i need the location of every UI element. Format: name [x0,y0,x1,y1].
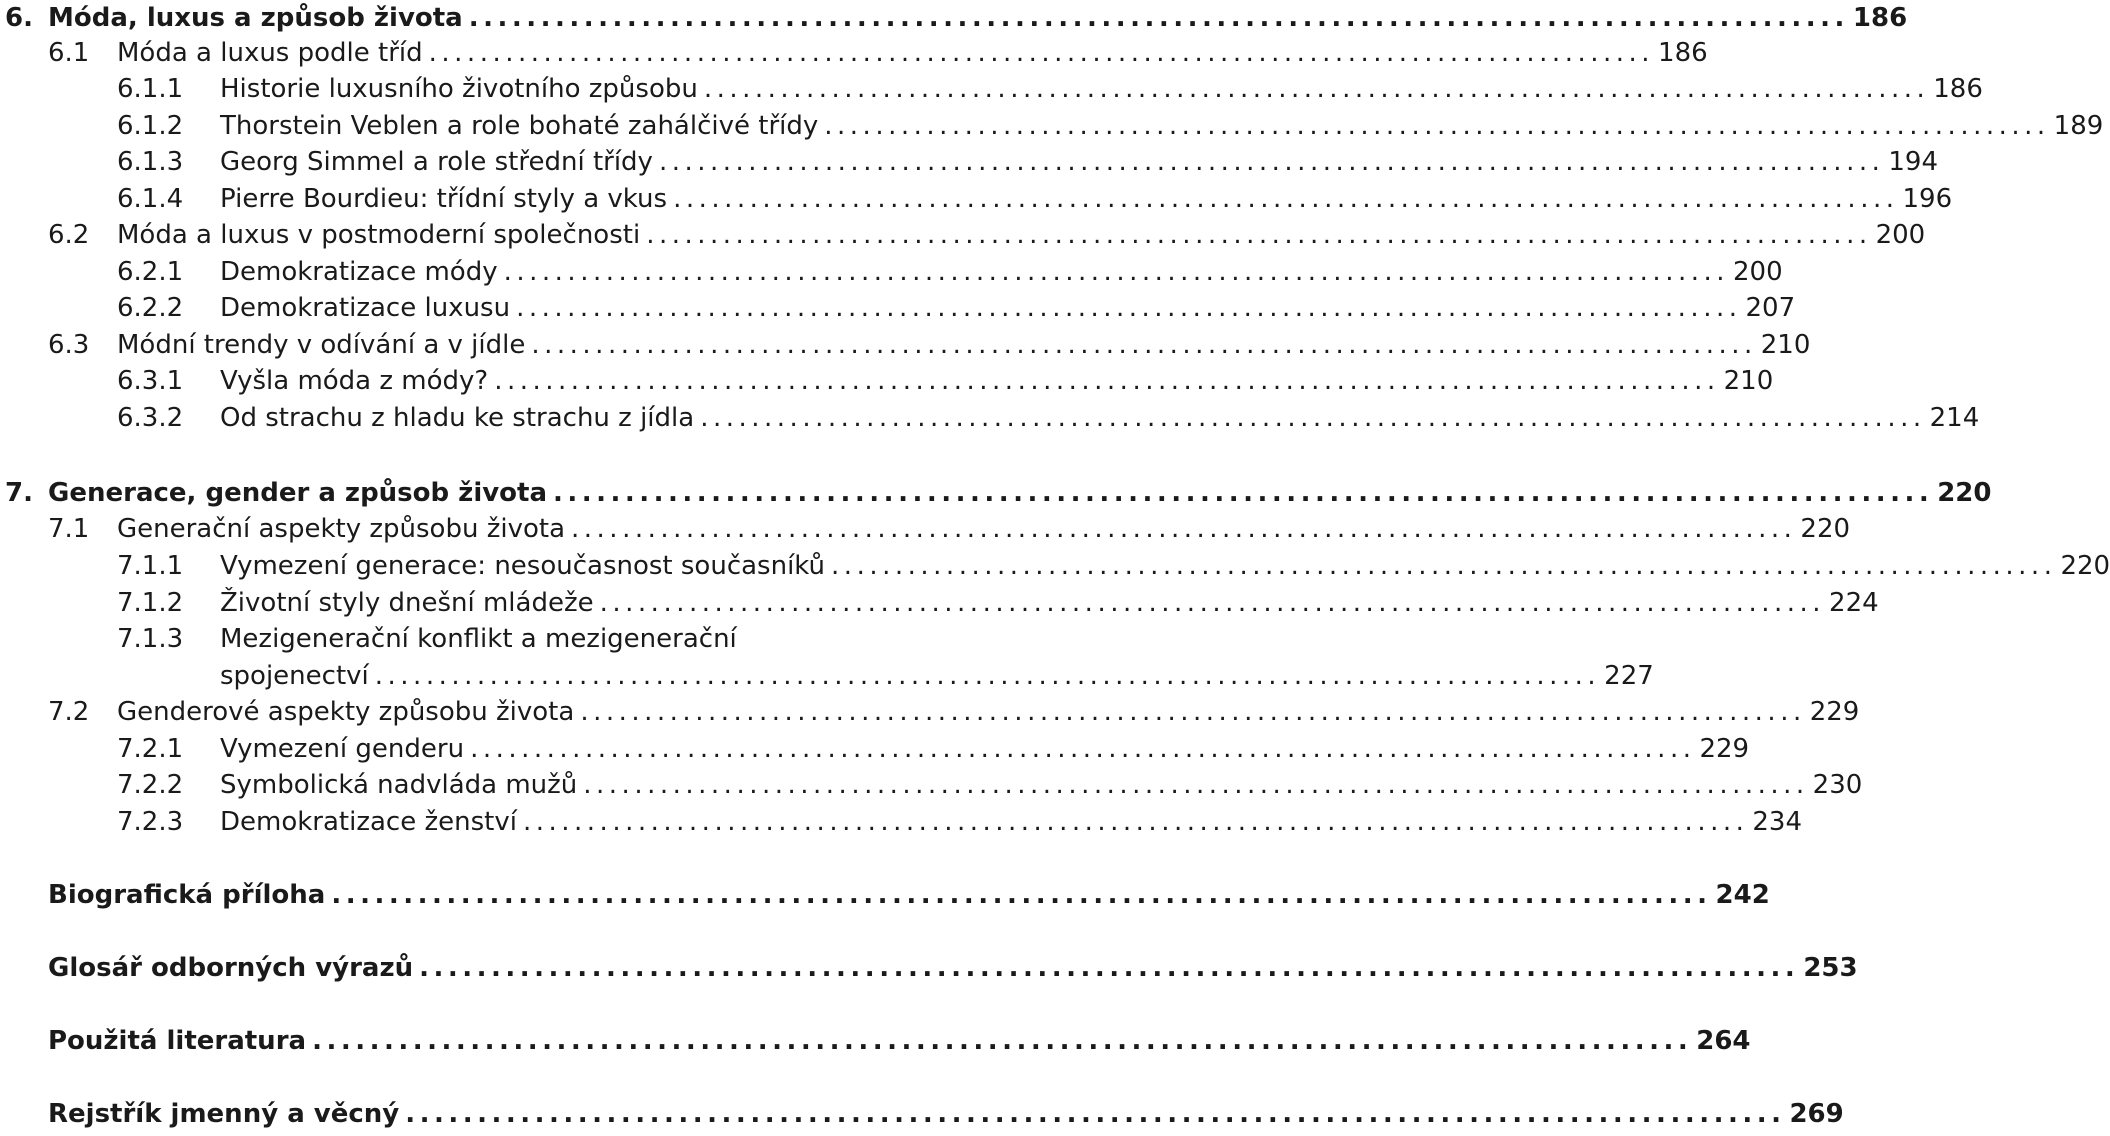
toc-page-number: 210 [1760,330,1811,360]
toc-page-number: 194 [1888,147,1938,177]
toc-number: 6.1.1 [117,74,184,104]
toc-page-number: 269 [1789,1099,1844,1129]
toc-title: Georg Simmel a role střední třídy [220,147,653,177]
toc-entry-7 [0,475,1992,511]
toc-title: Móda a luxus podle tříd [117,38,423,68]
toc-number: 7.2.2 [117,770,184,800]
dot-leader: ................................................................................................ [312,1026,1693,1056]
dot-leader: ................................................................................................ [522,807,1749,837]
dot-leader: ................................................................................................ [673,184,1899,214]
dot-leader: ................................................................................................ [658,147,1885,177]
toc-number: 6.3 [48,330,90,360]
toc-entry-6-3-1 [0,363,1774,399]
dot-leader: ................................................................................................ [331,880,1712,910]
dot-leader: ................................................................................................ [703,74,1930,104]
toc-number: 7. [5,478,33,508]
toc-number: 6.1.2 [117,111,184,141]
dot-leader: ................................................................................................ [599,588,1826,618]
dot-leader: ................................................................................................ [580,697,1806,727]
toc-title: Vymezení genderu [220,734,465,764]
toc-number: 6.2 [48,220,90,250]
toc-title: Pierre Bourdieu: třídní styly a vkus [220,184,668,214]
toc-entry-7-1-1 [0,548,2110,584]
toc-page-number: 229 [1809,697,1860,727]
dot-leader: ................................................................................................ [531,330,1757,360]
toc-entry-6-1-4 [0,181,1953,217]
toc-entry-6 [0,0,1908,36]
dot-leader: ................................................................................................ [494,366,1720,396]
toc-entry-7-1-2 [0,585,1879,621]
toc-number: 6.1.3 [117,147,184,177]
toc-entry-6-1 [0,35,1708,71]
toc-title: Glosář odborných výrazů [48,953,414,983]
dot-leader: ................................................................................................ [583,770,1809,800]
toc-title: Životní styly dnešní mládeže [220,588,594,618]
dot-leader: ................................................................................................ [516,293,1742,323]
dot-leader: ................................................................................................ [468,3,1849,33]
toc-entry-biographical-appendix [0,877,1770,913]
toc-title: Rejstřík jmenný a věcný [48,1099,400,1129]
toc-title: Módní trendy v odívání a v jídle [117,330,526,360]
toc-number: 6.3.2 [117,403,184,433]
toc-number: 7.2.3 [117,807,184,837]
toc-entry-7-2-1 [0,731,1750,767]
toc-entry-7-2-2 [0,767,1863,803]
toc-page-number: 186 [1658,38,1708,68]
toc-number: 6. [5,3,33,33]
toc-number: 7.1 [48,514,90,544]
toc-title: Generace, gender a způsob života [48,478,548,508]
toc-entry-6-2-1 [0,254,1783,290]
toc-title: Thorstein Veblen a role bohaté zahálčivé třídy [220,111,819,141]
dot-leader: ................................................................................................ [571,514,1797,544]
toc-page-number: 224 [1829,588,1879,618]
toc-entry-index [0,1096,1844,1132]
toc-title: Generační aspekty způsobu života [117,514,566,544]
toc-title: Demokratizace luxusu [220,293,511,323]
toc-page-number: 200 [1875,220,1926,250]
toc-page-number: 220 [1800,514,1851,544]
dot-leader: ................................................................................................ [700,403,1926,433]
toc-entry-6-2 [0,217,1926,253]
toc-entry-glossary [0,950,1858,986]
toc-entry-7-2-3 [0,804,1803,840]
toc-page-number: 214 [1929,403,1980,433]
toc-number: 6.1.4 [117,184,184,214]
toc-entry-6-1-2 [0,108,2104,144]
toc-page-number: 210 [1723,366,1774,396]
toc-title: Demokratizace ženství [220,807,517,837]
dot-leader: ................................................................................................ [646,220,1872,250]
toc-entry-7-1-3-continuation [0,658,1654,694]
toc-entry-7-1 [0,511,1851,547]
toc-page-number: 242 [1715,880,1770,910]
toc-entry-6-1-3 [0,144,1938,180]
dot-leader: ................................................................................................ [553,478,1934,508]
toc-page-number: 220 [2060,551,2110,581]
toc-title-continuation: spojenectví [220,661,369,691]
toc-page-number: 253 [1803,953,1858,983]
dot-leader: ................................................................................................ [374,661,1601,691]
toc-number: 7.1.2 [117,588,184,618]
toc-title: Symbolická nadvláda mužů [220,770,578,800]
toc-title: Vyšla móda z módy? [220,366,489,396]
toc-page-number: 200 [1733,257,1783,287]
toc-entry-6-3-2 [0,400,1980,436]
dot-leader: ................................................................................................ [428,38,1655,68]
dot-leader: ................................................................................................ [831,551,2057,581]
toc-page-number: 186 [1933,74,1983,104]
dot-leader: ................................................................................................ [470,734,1696,764]
toc-entry-7-2 [0,694,1860,730]
toc-page-number: 220 [1937,478,1992,508]
toc-number: 7.2.1 [117,734,184,764]
toc-number: 7.1.1 [117,551,184,581]
toc-title: Demokratizace módy [220,257,498,287]
toc-page-number: 229 [1699,734,1750,764]
toc-title: Historie luxusního životního způsobu [220,74,698,104]
toc-entry-6-2-2 [0,290,1796,326]
toc-number: 6.2.2 [117,293,184,323]
toc-page-number: 196 [1902,184,1953,214]
toc-entry-7-1-3 [0,621,955,657]
toc-entry-6-1-1 [0,71,1983,107]
toc-number: 6.3.1 [117,366,184,396]
toc-page-number: 230 [1812,770,1863,800]
toc-title: Móda a luxus v postmoderní společnosti [117,220,641,250]
dot-leader: ................................................................................................ [824,111,2050,141]
toc-page-number: 186 [1852,3,1908,33]
toc-page-number: 227 [1604,661,1654,691]
toc-number: 6.1 [48,38,90,68]
dot-leader: ................................................................................................ [419,953,1800,983]
toc-title: Použitá literatura [48,1026,307,1056]
toc-entry-bibliography [0,1023,1751,1059]
toc-page-number: 189 [2053,111,2104,141]
toc-page-number: 234 [1752,807,1803,837]
toc-title: Móda, luxus a způsob života [48,3,463,33]
dot-leader: ................................................................................................ [405,1099,1786,1129]
toc-number: 7.2 [48,697,90,727]
toc-title: Biografická příloha [48,880,326,910]
toc-entry-6-3 [0,327,1811,363]
toc-page-number: 207 [1745,293,1796,323]
toc-number: 6.2.1 [117,257,184,287]
toc-page-number: 264 [1696,1026,1751,1056]
dot-leader: ................................................................................................ [503,257,1730,287]
toc-title: Mezigenerační konflikt a mezigenerační [220,624,737,654]
toc-title: Genderové aspekty způsobu života [117,697,575,727]
toc-number: 7.1.3 [117,624,184,654]
toc-title: Vymezení generace: nesoučasnost současníků [220,551,826,581]
toc-title: Od strachu z hladu ke strachu z jídla [220,403,695,433]
